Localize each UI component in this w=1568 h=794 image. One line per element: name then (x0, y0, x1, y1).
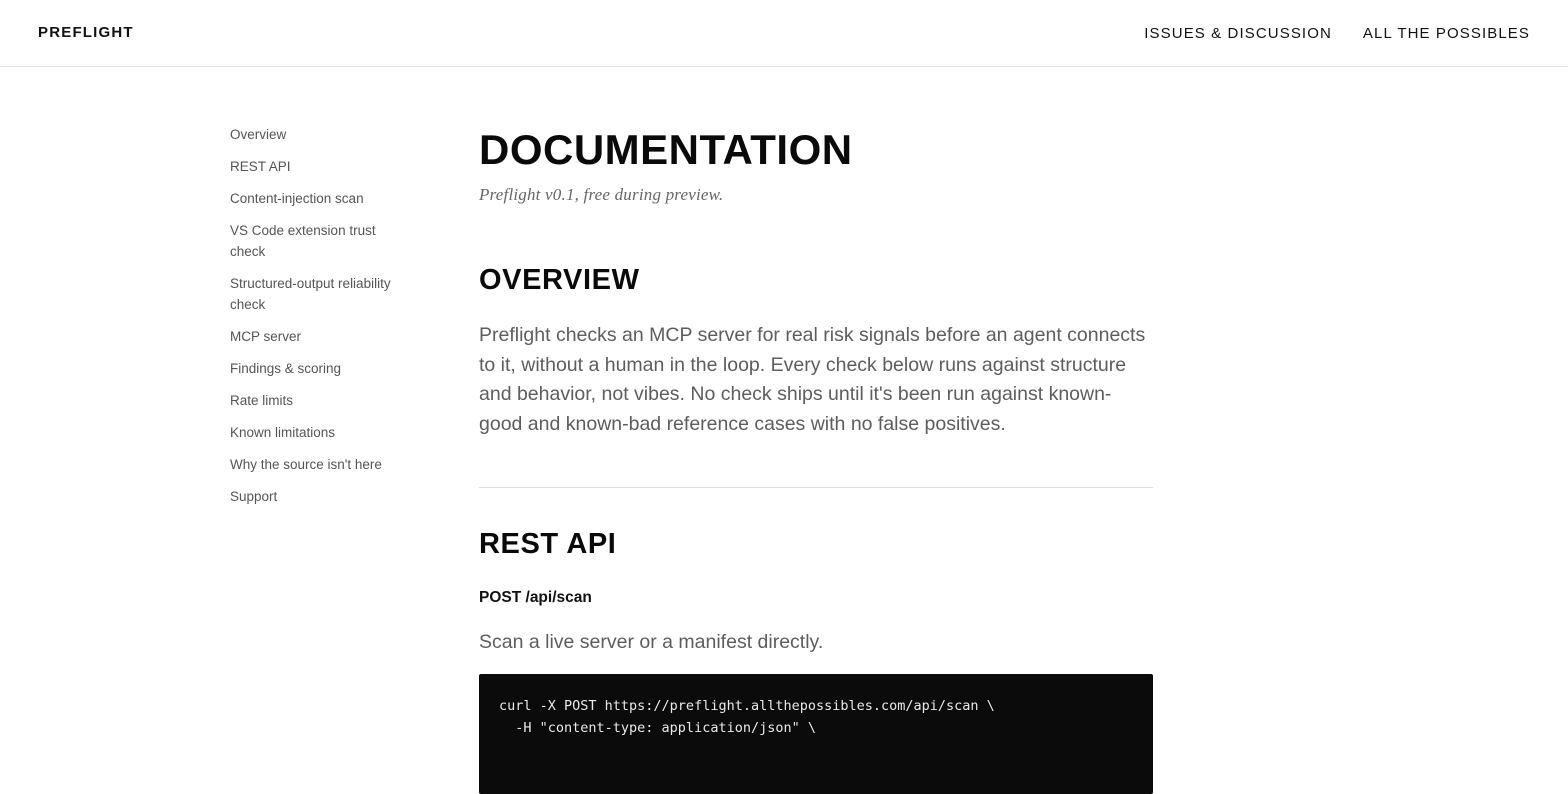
sidebar-item-vscode-extension-trust-check[interactable]: VS Code extension trust check (230, 223, 376, 259)
docs-sidebar (230, 124, 410, 518)
rest-api-heading: REST API (479, 528, 617, 561)
sidebar-item-findings-scoring[interactable]: Findings & scoring (230, 361, 342, 376)
endpoint-description: Scan a live server or a manifest directly. (479, 631, 824, 654)
endpoint-label: POST /api/scan (479, 589, 592, 607)
overview-text: Preflight checks an MCP server for real risk signals before an agent connects to it, without a human in the loop. Every check below runs against structure and behavior, not vibes. No check ships until it's been run against known-good and known-bad reference cases with no false positives. (479, 324, 1146, 435)
sidebar-item-mcp-server[interactable]: MCP server (230, 329, 302, 344)
sidebar-item-content-injection-scan[interactable]: Content-injection scan (230, 191, 364, 206)
sidebar-item-overview[interactable]: Overview (230, 127, 287, 142)
nav-all-the-possibles[interactable]: ALL THE POSSIBLES (1362, 25, 1530, 42)
code-block[interactable] (479, 674, 1153, 794)
overview-heading: OVERVIEW (479, 264, 640, 296)
code-line: -H "content-type: application/json" \ (499, 720, 816, 737)
section-divider (479, 487, 1153, 488)
nav-issues-discussion[interactable]: ISSUES & DISCUSSION (1144, 25, 1332, 42)
top-header (0, 0, 1568, 67)
sidebar-item-rest-api[interactable]: REST API (230, 159, 291, 174)
docs-content (479, 122, 1153, 794)
page-title: DOCUMENTATION (479, 126, 853, 173)
page-subtitle: Preflight v0.1, free during preview. (479, 185, 724, 204)
sidebar-item-known-limitations[interactable]: Known limitations (230, 425, 336, 440)
code-line: curl -X POST https://preflight.allthepossibles.com/api/scan \ (499, 698, 995, 715)
sidebar-item-support[interactable]: Support (230, 489, 278, 504)
brand-logo[interactable]: PREFLIGHT (38, 24, 134, 41)
sidebar-item-rate-limits[interactable]: Rate limits (230, 393, 294, 408)
sidebar-item-why-source-not-here[interactable]: Why the source isn't here (230, 457, 382, 472)
top-nav (1144, 25, 1530, 42)
sidebar-item-structured-output-reliability-check[interactable]: Structured-output reliability check (230, 276, 391, 312)
